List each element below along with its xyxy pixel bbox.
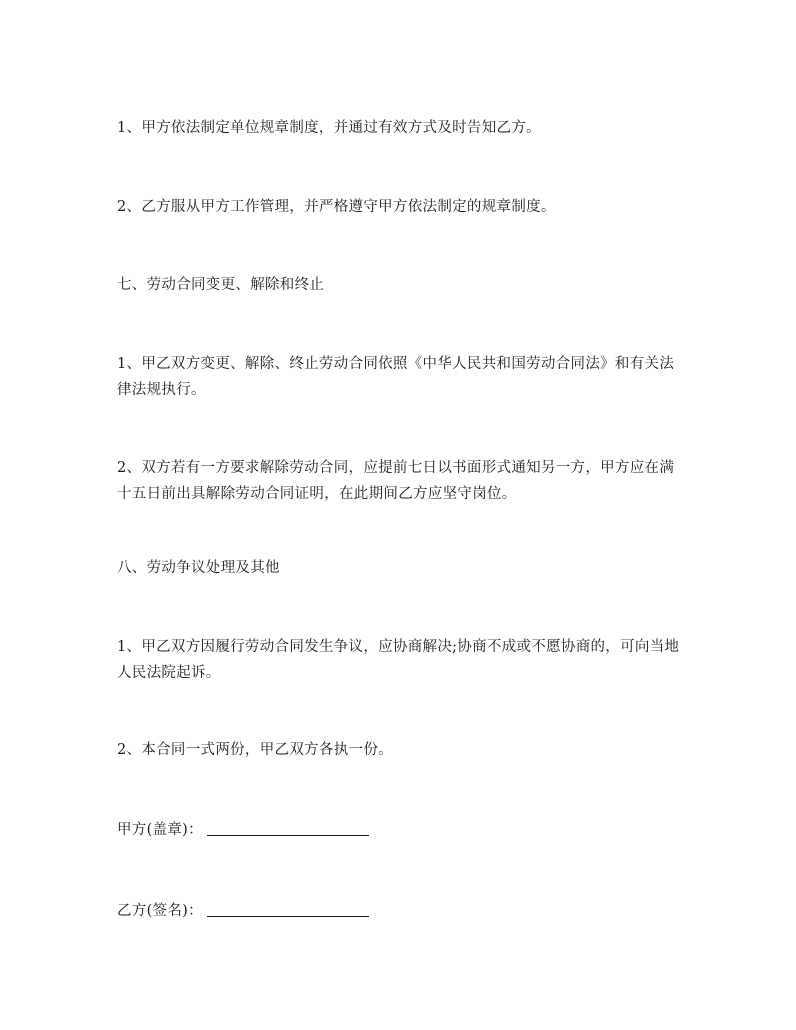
clause-7-2: 2、双方若有一方要求解除劳动合同，应提前七日以书面形式通知另一方，甲方应在满十五日前出具解除劳动合同证明，在此期间乙方应坚守岗位。	[117, 460, 675, 502]
clause-6-1: 1、甲方依法制定单位规章制度，并通过有效方式及时告知乙方。	[117, 120, 541, 136]
clause-8-1: 1、甲乙双方因履行劳动合同发生争议，应协商解决;协商不成或不愿协商的，可向当地人民法院起诉。	[117, 639, 680, 681]
clause-8-2: 2、本合同一式两份，甲乙双方各执一份。	[117, 742, 393, 758]
section-heading-7: 七、劳动合同变更、解除和终止	[117, 277, 325, 293]
clause-7-1: 1、甲乙双方变更、解除、终止劳动合同依照《中华人民共和国劳动合同法》和有关法律法规执行。	[117, 356, 675, 398]
party-a-label: 甲方(盖章)：	[117, 822, 203, 838]
party-b-signature-line	[117, 896, 369, 924]
clause-6-2: 2、乙方服从甲方工作管理，并严格遵守甲方依法制定的规章制度。	[117, 199, 556, 215]
party-b-label: 乙方(签名)：	[117, 903, 203, 919]
party-a-signature-blank[interactable]	[207, 817, 369, 836]
party-b-signature-blank[interactable]	[207, 898, 369, 917]
party-a-signature-line	[117, 815, 369, 843]
section-heading-8: 八、劳动争议处理及其他	[117, 560, 280, 576]
